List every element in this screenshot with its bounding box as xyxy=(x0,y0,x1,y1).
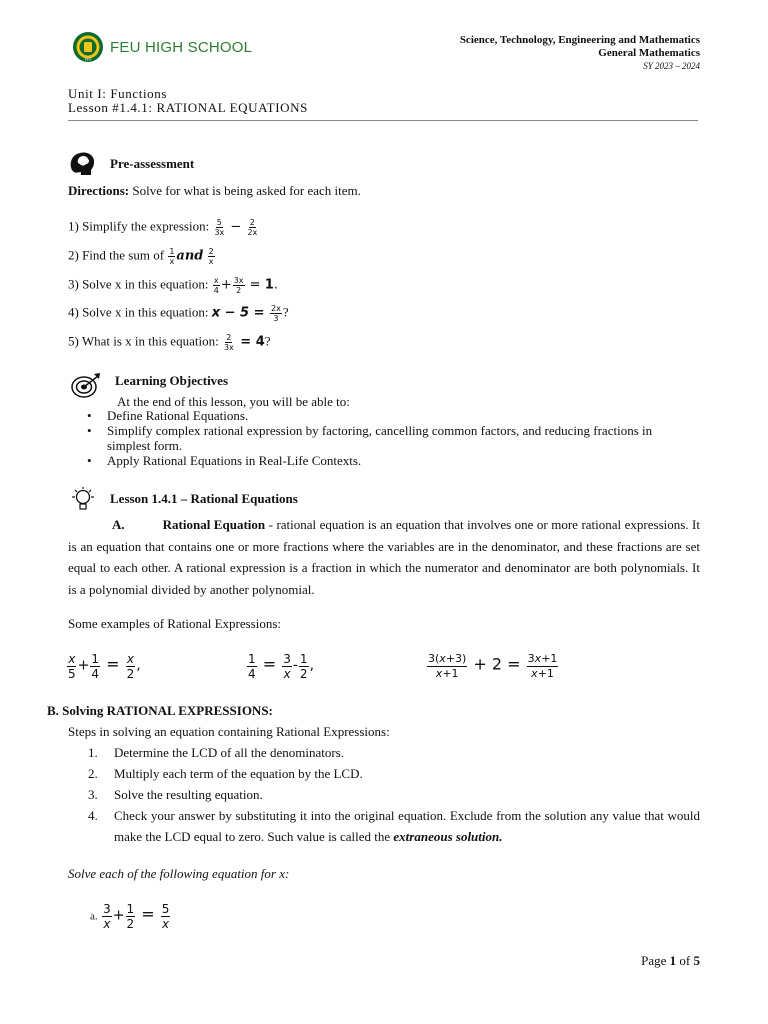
section-a-text: - rational equation is an equation that involves one or more rational expressions. It is an equation that contains one or more fractions where the variables are in the denominator, and these fractions are set equal to each other. A rational expression is a fraction in which the numerator and denominator are both polynomials. It is a polynomial divided by another polynomial. xyxy=(68,517,700,597)
pre-item-2-text: 2) Find the sum of xyxy=(68,247,165,263)
math-fraction: $\frac{2x}{3}$ xyxy=(271,304,281,323)
strand-title: Science, Technology, Engineering and Mathematics xyxy=(459,34,700,46)
math-fraction: $\frac{3}{x}$ xyxy=(103,902,111,931)
school-logo xyxy=(72,31,104,63)
svg-text:FEU: FEU xyxy=(84,57,92,62)
target-icon xyxy=(70,372,102,404)
subject-title: General Mathematics xyxy=(598,47,700,59)
examples-intro: Some examples of Rational Expressions: xyxy=(68,616,282,631)
math-fraction: $\frac{3(x+3)}{x+1}$ xyxy=(428,652,467,680)
directions-label: Directions: xyxy=(68,183,130,198)
school-name: FEU HIGH SCHOOL xyxy=(110,39,253,56)
example-expression-3: $\frac{3(x+3)}{x+1}$ + 2 = $\frac{3x+1}{x+1}$ xyxy=(428,652,558,680)
math-fraction: $\frac{1}{4}$ xyxy=(248,652,256,681)
directions-text: Solve for what is being asked for each item. xyxy=(129,183,361,198)
math-fraction: $\frac{3x+1}{x+1}$ xyxy=(527,652,558,680)
steps-list xyxy=(88,742,700,847)
pre-item-3: 3) Solve x in this equation: $\frac{x}{4}$ + $\frac{3x}{2}$ = 1. xyxy=(68,276,278,295)
example-expression-1: $\frac{x}{5}$ + $\frac{1}{4}$ = $\frac{x}{2}$ , xyxy=(68,652,141,681)
math-fraction: $\frac{5}{3x}$ xyxy=(214,218,225,237)
math-fraction: $\frac{1}{2}$ xyxy=(299,652,308,681)
section-b-heading: B. Solving RATIONAL EXPRESSIONS: xyxy=(47,703,273,718)
objectives-list xyxy=(81,408,681,468)
list-item: • Apply Rational Equations in Real-Life Contexts. xyxy=(81,453,681,468)
section-a-paragraph xyxy=(68,514,700,600)
math-fraction: $\frac{x}{5}$ xyxy=(68,652,76,681)
objectives-heading: Learning Objectives xyxy=(115,373,229,388)
example-expression-2: $\frac{1}{4}$ = $\frac{3}{x}$ - $\frac{1}{2}$ , xyxy=(248,652,315,681)
section-a-term: Rational Equation xyxy=(162,517,266,532)
pre-item-1-text: 1) Simplify the expression: xyxy=(68,218,210,234)
list-item: 3. Solve the resulting equation. xyxy=(88,787,263,802)
pre-item-5: 5) What is x in this equation: $\frac{2}{3x}$ = 4? xyxy=(68,333,271,352)
directions xyxy=(68,183,361,199)
math-fraction: $\frac{1}{2}$ xyxy=(126,902,135,931)
unit-title: Unit I: Functions xyxy=(68,86,168,101)
list-item: 1. Determine the LCD of all the denominators. xyxy=(88,745,344,760)
header-right xyxy=(460,34,700,73)
math-fraction: $\frac{3x}{2}$ xyxy=(233,276,244,295)
list-item: 4. Check your answer by substituting it into the original equation. Exclude from the solution any value that would make the LCD equal to zero. Such value is called the extraneous solution. xyxy=(88,808,700,844)
math-fraction: $\frac{1}{4}$ xyxy=(91,652,100,681)
pre-item-3-text: 3) Solve x in this equation: xyxy=(68,276,209,292)
pre-item-4: 4) Solve x in this equation: x − 5 = $\frac{2x}{3}$ ? xyxy=(68,304,289,323)
pre-assessment-heading: Pre-assessment xyxy=(110,156,195,171)
feu-seal-icon xyxy=(72,31,104,63)
solve-prompt: Solve each of the following equation for x: xyxy=(68,866,290,881)
school-year: SY 2023 – 2024 xyxy=(643,61,700,71)
section-a-label: A. xyxy=(112,517,125,532)
math-fraction: $\frac{x}{2}$ xyxy=(126,652,135,681)
math-fraction: $\frac{2}{x}$ xyxy=(208,247,214,266)
pre-item-2: 2) Find the sum of $\frac{1}{x}$ and $\frac{2}{x}$ xyxy=(68,247,214,266)
example-a-label: a. xyxy=(90,910,98,923)
lesson-title: Lesson #1.4.1: RATIONAL EQUATIONS xyxy=(68,100,308,115)
list-item: • Simplify complex rational expression by factoring, cancelling common factors, and reducing fractions in simplest form. xyxy=(81,423,681,453)
math-fraction: $\frac{3}{x}$ xyxy=(283,652,291,681)
example-a: a. $\frac{3}{x}$ + $\frac{1}{2}$ = $\frac{5}{x}$ xyxy=(90,902,170,931)
section-b-intro: Steps in solving an equation containing Rational Expressions: xyxy=(68,724,390,739)
math-fraction: $\frac{5}{x}$ xyxy=(161,902,170,931)
math-fraction: $\frac{x}{4}$ xyxy=(213,276,219,295)
math-fraction: $\frac{1}{x}$ xyxy=(169,247,175,266)
page-number: Page 1 of 5 xyxy=(641,953,700,968)
list-item: 2. Multiply each term of the equation by the LCD. xyxy=(88,766,363,781)
lesson-heading: Lesson 1.4.1 – Rational Equations xyxy=(110,491,298,506)
extraneous-term: extraneous solution. xyxy=(393,829,503,844)
objectives-intro: At the end of this lesson, you will be able to: xyxy=(117,394,350,409)
list-item: • Define Rational Equations. xyxy=(81,408,681,423)
pre-item-5-text: 5) What is x in this equation: xyxy=(68,333,219,349)
math-fraction: $\frac{2}{3x}$ xyxy=(223,333,234,352)
pre-item-4-text: 4) Solve x in this equation: xyxy=(68,304,209,320)
unit-block xyxy=(68,87,308,115)
pre-item-1: 1) Simplify the expression: $\frac{5}{3x}$ − $\frac{2}{2x}$ xyxy=(68,218,258,237)
math-fraction: $\frac{2}{2x}$ xyxy=(247,218,258,237)
header-divider xyxy=(68,120,698,121)
brain-icon xyxy=(68,150,98,180)
